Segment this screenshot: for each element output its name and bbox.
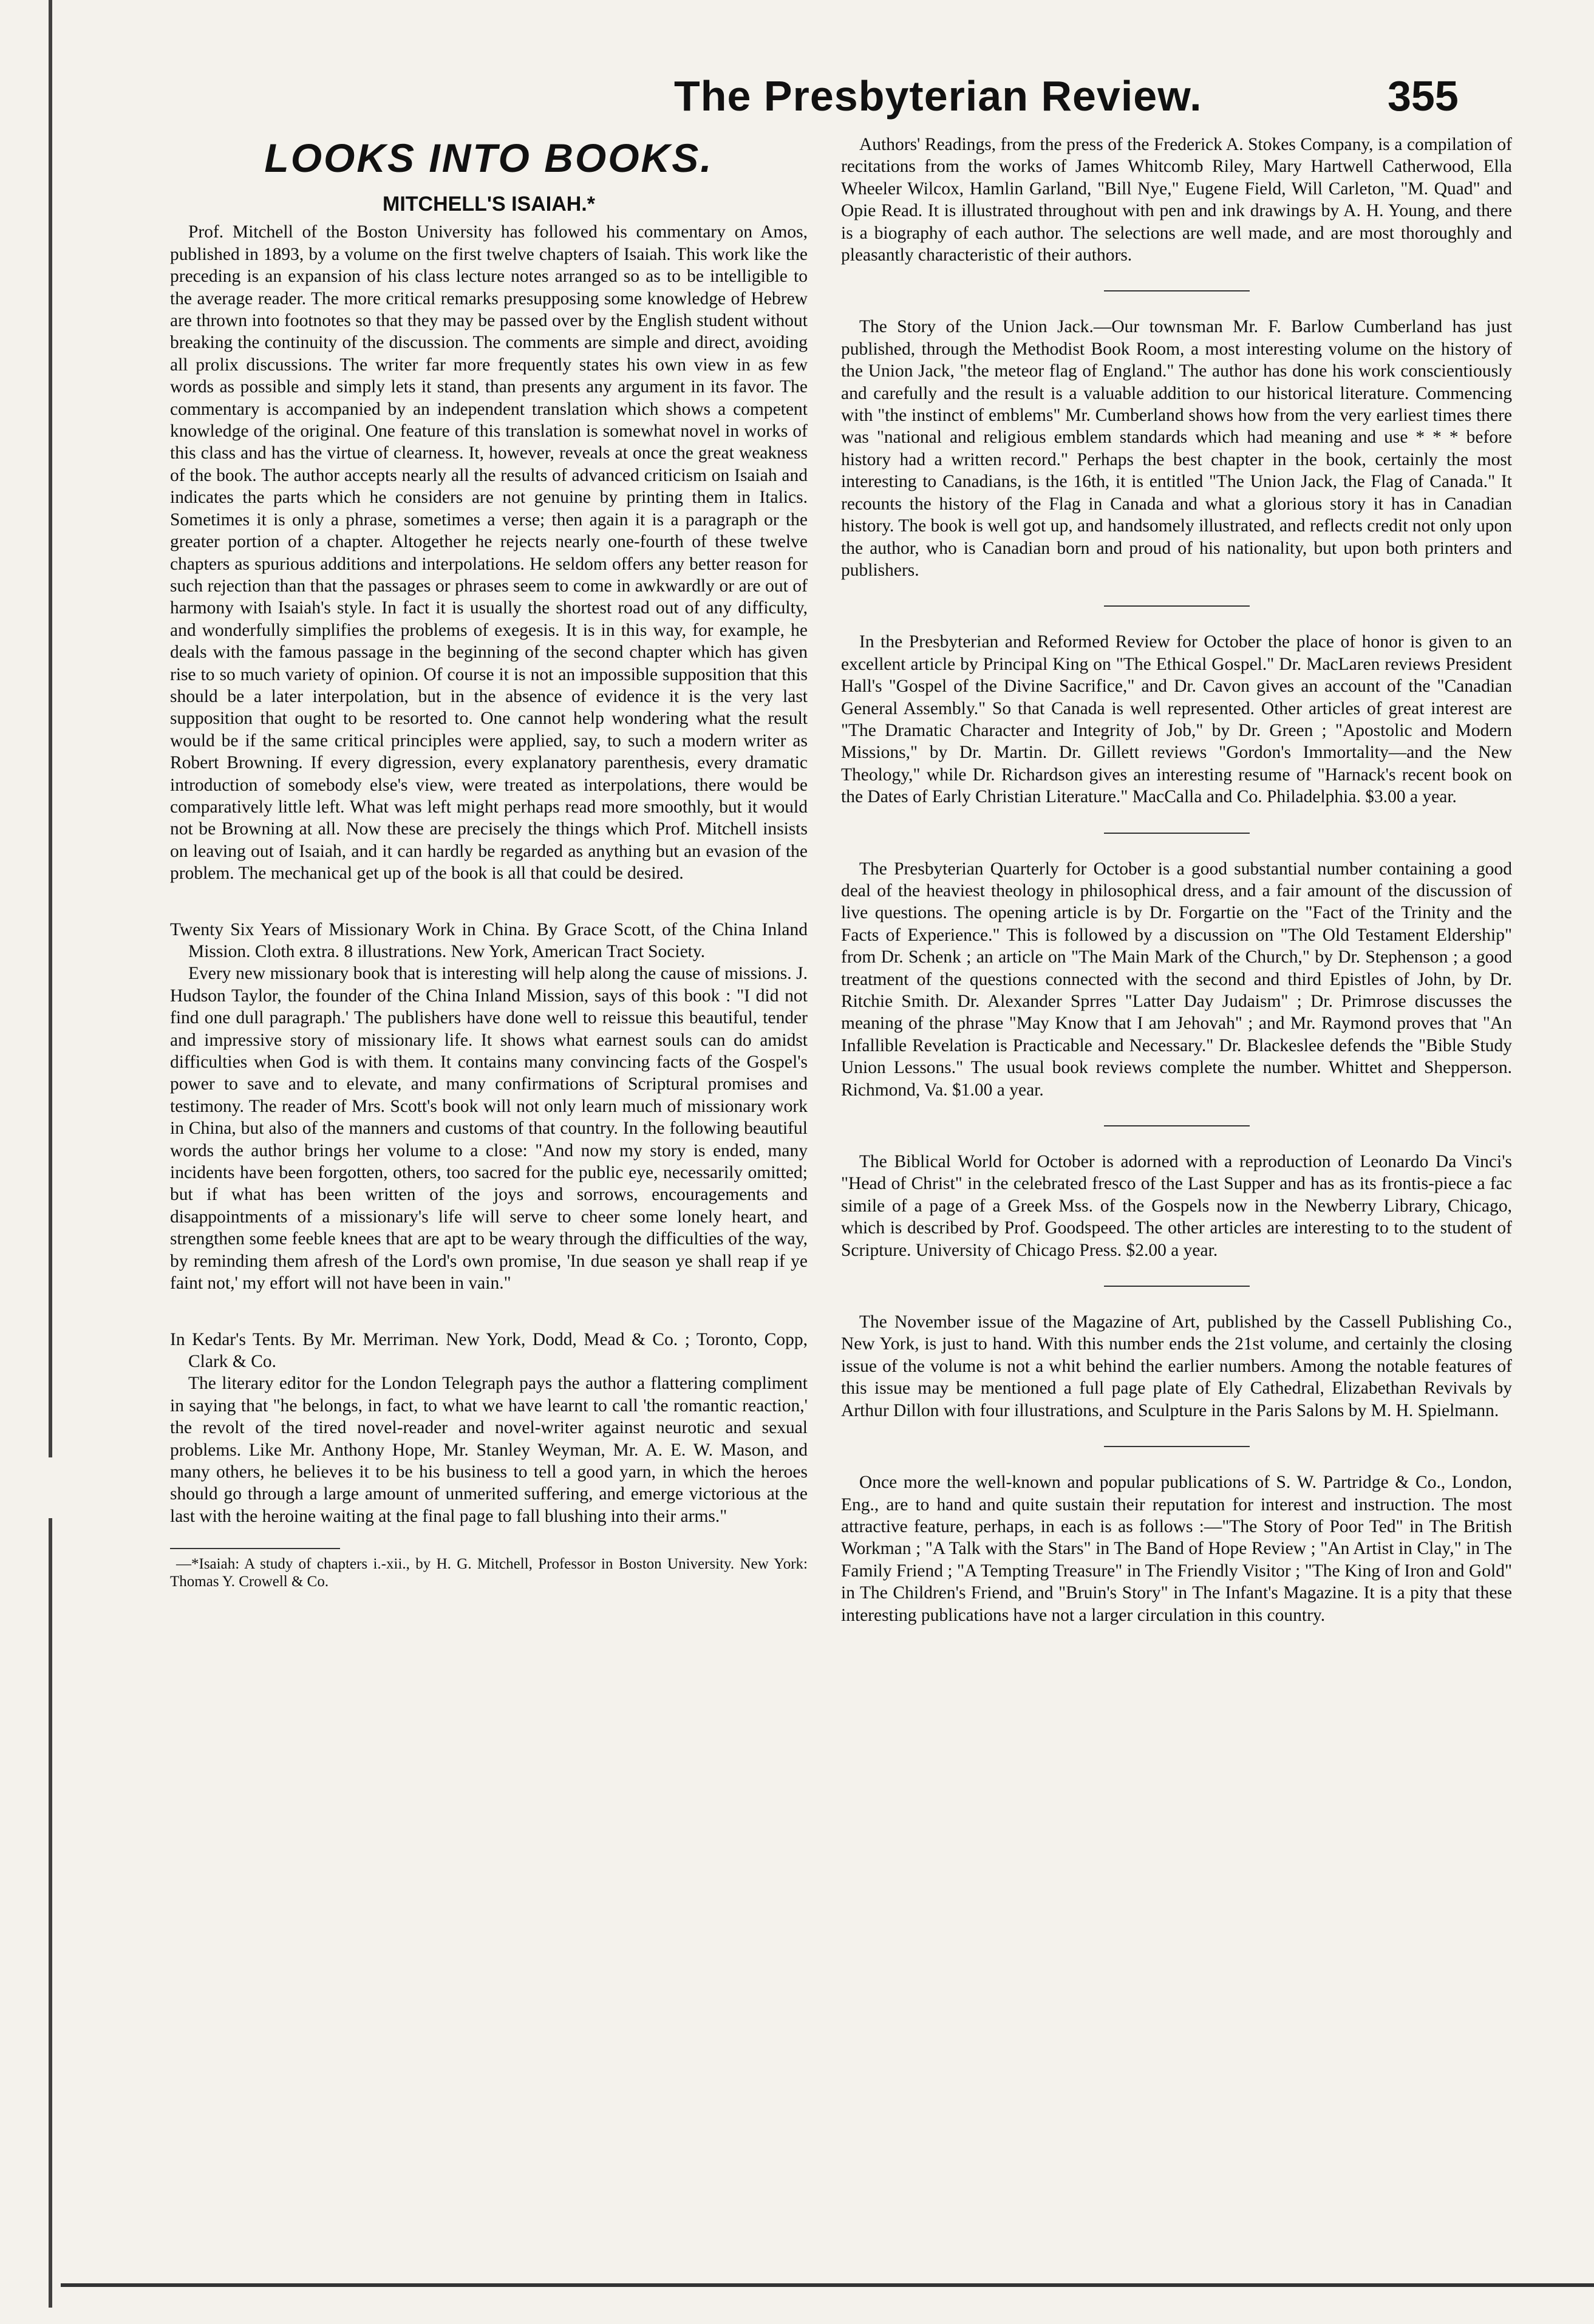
- presbyterian-reformed-review: In the Presbyterian and Reformed Review for October the place of honor is given to an excellent article by Principal King on "The Ethical Gospel." Dr. MacLaren reviews President Hall's "Gospel of the Divine Sacrifice," and Dr. Cavon gives an account of the "Canadian General Assembly." So that Canada is well represented. Other articles of great interest are "The Dramatic Character and Integrity of Job," by Dr. Green ; "Apostolic and Modern Missions," by Dr. Martin. Dr. Gillett reviews "Gordon's Immortality—and the New Theology," while Dr. Richardson gives an interesting resume of "Harnack's recent book on the Dates of Early Christian Literature." MacCalla and Co. Philadelphia. $3.00 a year.: [841, 632, 1512, 807]
- section-title: LOOKS INTO BOOKS.: [264, 135, 714, 180]
- kedar-review-heading: In Kedar's Tents. By Mr. Merriman. New York, Dodd, Mead & Co. ; Toronto, Copp, Clark & Co.: [170, 1329, 808, 1371]
- kedar-review: [170, 1329, 808, 1528]
- right-column: [841, 134, 1512, 2247]
- biblical-world-review: The Biblical World for October is adorned with a reproduction of Leonardo Da Vinci's "Head of Christ" in the celebrated fresco of the Last Supper and has as its frontis-piece a fac simile of a page of a Greek Mss. of the Gospels now in the Newberry Library, Chicago, which is described by Prof. Goodspeed. The other articles are interesting to to the student of Scripture. University of Chicago Press. $2.00 a year.: [841, 1152, 1512, 1260]
- kedar-review-body: The literary editor for the London Telegraph pays the author a flattering compliment in saying that "he belongs, in fact, to what we have learnt to call 'the romantic reaction,' the revolt of the tired novel-reader and novel-writer against neurotic and sexual problems. Like Mr. Anthony Hope, Mr. Stanley Weyman, Mr. A. E. W. Mason, and many others, he believes it to be his business to tell a good yarn, in which the heroes should go through a large amount of unmerited suffering, and emerge victorious at the last with the heroine waiting at the final page to fall blushing into their arms.": [170, 1374, 808, 1526]
- authors-readings-review: Authors' Readings, from the press of the Frederick A. Stokes Company, is a compilation of recitations from the works of James Whitcomb Riley, Mary Hartwell Catherwood, Ella Wheeler Wilcox, Hamlin Garland, "Bill Nye," Eugene Field, Will Carleton, "M. Quad" and Opie Read. It is illustrated throughout with pen and ink drawings by A. H. Young, and there is a biography of each author. The selections are well made, and are most thoroughly and pleasantly characteristic of their authors.: [841, 135, 1512, 265]
- separator-rule: [1104, 1286, 1250, 1287]
- union-jack-review: The Story of the Union Jack.—Our townsman Mr. F. Barlow Cumberland has just published, through the Methodist Book Room, a most interesting volume on the history of the Union Jack, "the meteor flag of England." The author has done his work conscientiously and carefully and the result is a valuable addition to our historical literature. Commencing with "the instinct of emblems" Mr. Cumberland shows how from the very earliest times there was "national and religious emblem standards which had meaning and use * * * before history had a written record." Perhaps the best chapter in the book, certainly the most interesting to Canadians, is the 16th, it is entitled "The Union Jack, the Flag of Canada." It recounts the history of the Flag in Canada and what a glorious story it has in Canadian history. The book is well got up, and handsomely illustrated, and reflects credit not only upon the author, who is Canadian born and proud of his nationality, but upon both printers and publishers.: [841, 317, 1512, 580]
- bottom-page-rule: [61, 2283, 1594, 2287]
- presbyterian-quarterly-review: The Presbyterian Quarterly for October is a good substantial number containing a good deal of the heaviest theology in philosophical dress, and a fair amount of the discussion of live questions. The opening article is by Dr. Forgartie on the "Fact of the Trinity and the Facts of Experience." This is followed by a discussion on "The Old Testament Eldership" from Dr. Schenk ; an article on "The Main Mark of the Church," by Dr. Stephenson ; a good treatment of the questions connected with the second and third Epistles of John, by Dr. Ritchie Smith. Dr. Alexander Sprres "Latter Day Judaism" ; Dr. Primrose discusses the meaning of the phrase "May Know that I am Jehovah" ; and Mr. Raymond proves that "An Infallible Revelation is Practicable and Necessary." Dr. Blackeslee defends the "Bible Study Union Lessons." The usual book reviews complete the number. Whittet and Shepperson. Richmond, Va. $1.00 a year.: [841, 859, 1512, 1100]
- magazine-of-art-review: The November issue of the Magazine of Art, published by the Cassell Publishing Co., New York, is just to hand. With this number ends the 21st volume, and certainly the closing issue of the volume is not a whit behind the earlier numbers. Among the notable features of this issue may be mentioned a full page plate of Ely Cathedral, Elizabethan Revivals by Arthur Dillon with four illustrations, and Sculpture in the Paris Salons by M. H. Spielmann.: [841, 1312, 1512, 1420]
- separator-rule: [1104, 605, 1250, 607]
- china-review-heading: Twenty Six Years of Missionary Work in China. By Grace Scott, of the China Inland Mission. Cloth extra. 8 illustrations. New York, American Tract Society.: [170, 919, 808, 961]
- page-number: 355: [1388, 72, 1459, 120]
- isaiah-review: Prof. Mitchell of the Boston University has followed his commentary on Amos, published in 1893, by a volume on the first twelve chapters of Isaiah. This work like the preceding is an expansion of his class lecture notes arranged so as to be intelligible to the average reader. The more critical remarks presupposing some knowledge of Hebrew are thrown into footnotes so that they may be passed over by the English student without breaking the continuity of the discussion. The comments are simple and direct, avoiding all prolix discussions. The writer far more frequently states his own view in as few words as possible and simply lets it stand, than presents any argument in its favor. The commentary is accompanied by an independent translation which shows a competent knowledge of the original. One feature of this translation is somewhat novel in works of this class and has the virtue of clearness. It, however, reveals at once the great weakness of the book. The author accepts nearly all the results of advanced criticism on Isaiah and indicates the parts which he considers are not genuine by printing them in Italics. Sometimes it is only a phrase, sometimes a verse; then again it is a paragraph or the greater portion of a chapter. Altogether he rejects nearly one-fourth of these twelve chapters as spurious additions and interpolations. He seldom offers any better reason for such rejection than that the passages or phrases seem to come in awkwardly or are out of harmony with Isaiah's style. In fact it is usually the shortest road out of any difficulty, and wonderfully simplifies the problems of exegesis. It is in this way, for example, he deals with the famous passage in the beginning of the second chapter which has given rise to so much variety of opinion. Of course it is not an impossible supposition that this should be a later interpolation, but in the absence of evidence it is the very last supposition that ought to be resorted to. One cannot help wondering what the result would be if the same critical principles were applied, say, to such a modern writer as Robert Browning. If every digression, every explanatory parenthesis, every dramatic introduction of somebody else's view, were treated as interpolations, there would be comparatively little left. What was left might perhaps read more smoothly, but it would not be Browning at all. Now these are precisely the things which Prof. Mitchell insists on leaving out of Isaiah, and it can hardly be regarded as anything but an evasion of the problem. The mechanical get up of the book is all that could be desired.: [170, 222, 808, 884]
- separator-rule: [1104, 1446, 1250, 1447]
- footnote: —*Isaiah: A study of chapters i.-xii., by H. G. Mitchell, Professor in Boston University. New York: Thomas Y. Crowell & Co.: [170, 1556, 808, 1590]
- separator-rule: [1104, 290, 1250, 291]
- footnote-rule: [170, 1548, 340, 1549]
- separator-rule: [1104, 833, 1250, 834]
- page-edge-rule: [49, 0, 52, 1457]
- article-title: MITCHELL'S ISAIAH.*: [383, 193, 595, 216]
- left-column: [170, 134, 808, 2247]
- running-title: The Presbyterian Review.: [674, 72, 1202, 120]
- separator-rule: [1104, 1125, 1250, 1126]
- china-review: [170, 919, 808, 1295]
- partridge-publications-review: Once more the well-known and popular publications of S. W. Partridge & Co., London, Eng., are to hand and quite sustain their reputation for interest and instruction. The most attractive feature, perhaps, in each is as follows :—"The Story of Poor Ted" in The British Workman ; "A Talk with the Stars" in The Band of Hope Review ; "An Artist in Clay," in The Family Friend ; "A Tempting Treasure" in The Friendly Visitor ; "The King of Iron and Gold" in The Children's Friend, and "Bruin's Story" in The Infant's Magazine. It is a pity that these interesting publications have not a larger circulation in this country.: [841, 1473, 1512, 1625]
- page-edge-rule-lower: [49, 1518, 52, 2308]
- china-review-body: Every new missionary book that is interesting will help along the cause of missions. J. Hudson Taylor, the founder of the China Inland Mission, says of this book : "I did not find one dull paragraph.' The publishers have done well to reissue this beautiful, tender and impressive story of missionary life. It shows what earnest souls can do amidst difficulties when God is with them. It contains many convincing facts of the Gospel's power to save and to elevate, and many confirmations of Scriptural promises and testimony. The reader of Mrs. Scott's book will not only learn much of missionary work in China, but also of the manners and customs of that country. In the following beautiful words the author brings her volume to a close: "And now my story is ended, many incidents have been forgotten, others, too sacred for the public eye, necessarily omitted; but if what has been written of the joys and sorrows, encouragements and disappointments of a missionary's life will serve to cheer some lonely heart, and strengthen some feeble knees that are apt to be weary through the difficulties of the way, by reminding them afresh of the Lord's own promise, 'In due season ye shall reap if ye faint not,' my effort will not have been in vain.": [170, 964, 808, 1293]
